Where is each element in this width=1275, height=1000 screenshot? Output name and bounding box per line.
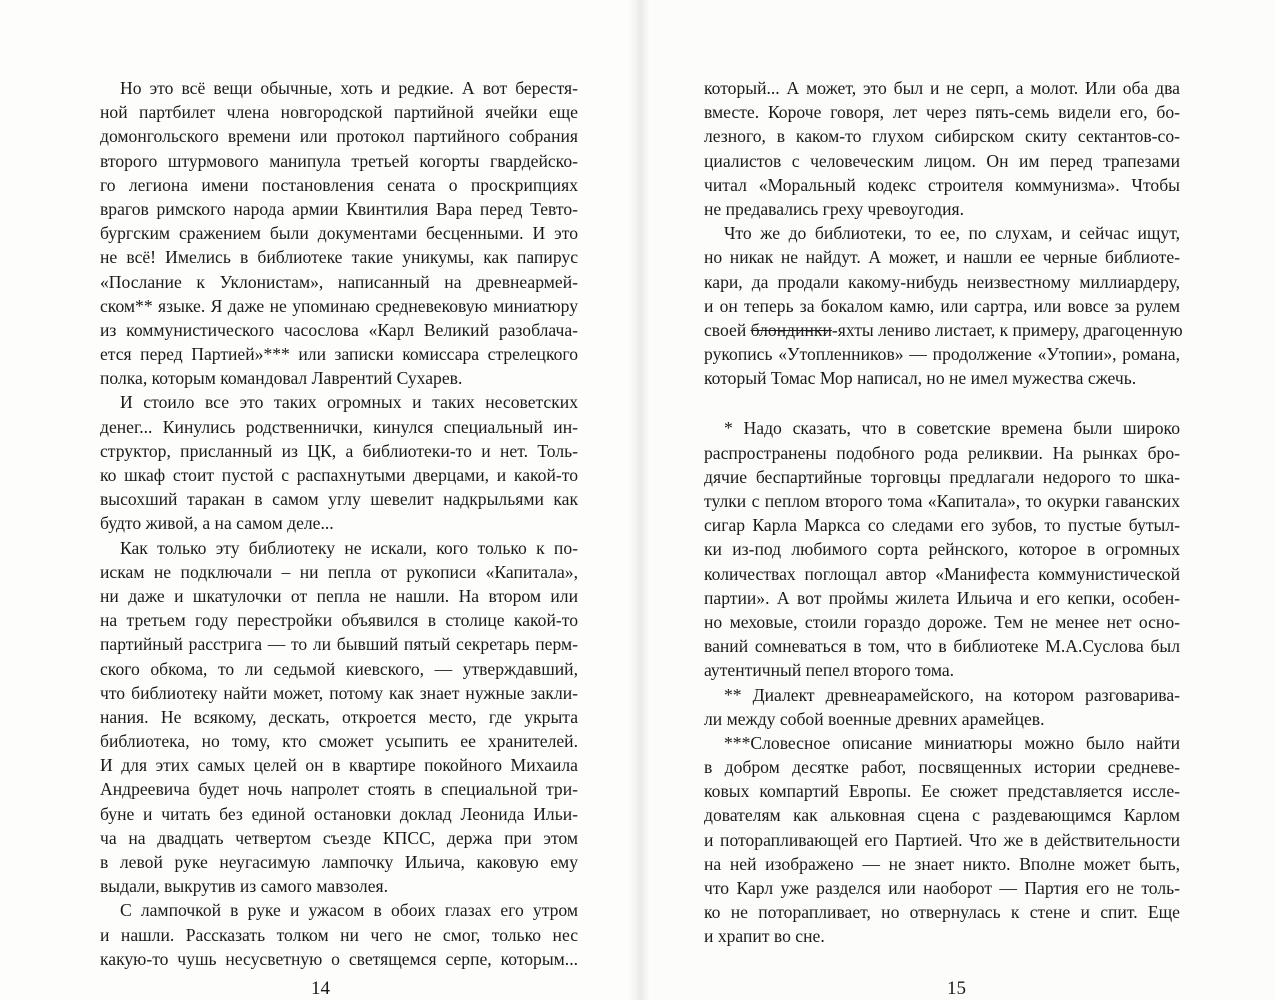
text-line: Как только эту библиотеку не искали, кого только к по- [120,537,578,558]
text-line: врагов римского народа армии Квинтилия Вара перед Тевто- [100,198,578,219]
text-line: С лампочкой в руке и ужасом в обоих глазах его утром [120,900,578,921]
text-line: домонгольского времени или протокол партийного собрания [100,126,578,147]
text-line: ча на двадцать четвертом съезде КПСС, держа при этом [100,827,578,848]
text-line: ни даже и шкатулочки от пепла не нашли. На втором или [100,585,578,606]
text-line: будто живой, а на самом деле... [100,513,334,534]
text-line: библиотека, но тому, кто сможет усыпить ее хранителей. [100,731,578,752]
text-line: который Томас Мор написал, но не имел мужества сжечь. [704,368,1137,389]
text-line: ском** языке. Я даже не упоминаю средневековую миниатюру [100,295,578,316]
text-segment: своей [704,319,751,340]
text-line: второго штурмового манипула третьей когорты гвардейско- [100,150,578,171]
footnote-line: ваний сомневаться в том, что в библиотеке М.А.Суслова был [704,636,1180,657]
footnote-line: дячие беспартийные торговцы предлагали недорого то шка- [704,466,1180,487]
footnote-line: аутентичный пепел второго тома. [704,660,955,681]
footnote-line: количествах поглощал автор «Манифеста коммунистической [704,563,1180,584]
footnote-line: и поторапливающей его Партией. Что же в действительности [704,829,1180,850]
right-page [637,0,1275,1000]
text-line: выдали, выкрутив из самого мавзолея. [100,876,389,897]
text-line: что библиотеку найти может, потому как знает нужные закли- [100,682,578,703]
footnote-separator [704,390,1180,416]
text-line: партийный расстрига — то ли бывший пятый секретарь перм- [100,634,578,655]
right-page-text [704,76,1183,949]
footnote-line: но меховые, стоили гораздо дороже. Тем не менее нет осно- [704,611,1180,632]
text-line: но никак не найдут. А может, и нашли ее черные библиоте- [704,247,1180,268]
text-line: нания. Не всякому, дескать, откроется место, где укрыта [100,706,578,727]
footnote-line: дователям как альковная сцена с раздевающимся Карлом [704,805,1180,826]
footnote-line: сигар Карла Маркса со следами его зубов, то пустые бутыл- [704,515,1180,536]
footnote-line: партии». А вот проймы жилета Ильича и его кепки, особен- [704,587,1180,608]
footnote-line: ***Словесное описание миниатюры можно было найти [724,732,1180,753]
text-line: и он теперь за бокалом камю, или сартра, или вовсе за рулем [704,295,1180,316]
text-line: кари, да продали какому-нибудь неизвестному миллиардеру, [704,271,1180,292]
text-line: го легиона имени постановления сената о проскрипциях [100,174,578,195]
footnote-line: ковых компартий Европы. Ее сюжет представляется иссле- [704,781,1180,802]
text-line: Но это всё вещи обычные, хоть и редкие. А вот берестя- [120,78,578,98]
text-line: какую-то чушь несусветную о светящемся серпе, которым... [100,948,578,969]
text-line: лезного, в каком-то глухом сибирском скиту сектантов-со- [704,126,1180,147]
text-line: читал «Моральный кодекс строителя коммунизма». Чтобы [704,174,1180,195]
text-line: буне и читать без единой остановки доклад Леонида Ильи- [100,803,578,824]
text-line: высохший таракан в самом углу шевелит надкрыльями как [100,489,578,510]
text-line: на третьем году перестройки объявился в столице какой-то [100,610,578,631]
text-line: искам не подключали – ни пепла от рукописи «Капитала», [100,561,578,582]
text-line: полка, которым командовал Лаврентий Сухарев. [100,368,463,389]
text-line: И стоило все это таких огромных и таких несоветских [120,392,578,413]
footnote-line: что Карл уже разделся или наоборот — Партия его не толь- [704,878,1180,898]
text-line: рукопись «Утопленников» — продолжение «Утопии», романа, [704,344,1180,365]
footnote-line: на ней изображено — не знает никто. Вполне может быть, [704,853,1180,874]
text-line: денег... Кинулись родственнички, кинулся специальный ин- [100,416,578,437]
page-number: 14 [311,978,330,999]
book-gutter [628,0,650,1000]
text-line: ко шкаф стоит пустой с распахнутыми дверцами, и какой-то [100,465,578,485]
text-line: из коммунистического часослова «Карл Великий разоблача- [100,319,578,340]
page-number: 15 [947,978,966,999]
text-line: не всё! Имелись в библиотеке такие уникумы, как папирус [100,247,578,268]
text-line: бургским сражением были документами бесценными. И это [100,223,578,244]
text-line: ной партбилет члена новгородской партийной ячейки еще [100,102,578,123]
text-line: который... А может, это был и не серп, а молот. Или оба два [704,78,1180,98]
text-line: структор, присланный из ЦК, а библиотеки-то и нет. Толь- [100,440,578,461]
text-line: вместе. Короче говоря, лет через пять-семь видели его, бо- [704,102,1180,123]
footnote-line: ли между собой военные древних арамейцев. [704,708,1045,729]
text-line: и нашли. Рассказать толком ни чего не смог, только нес [100,924,578,945]
text-line: «Послание к Уклонистам», написанный на древнеармей- [100,271,578,292]
text-line: Что же до библиотеки, то ее, по слухам, и сейчас ищут, [724,223,1180,244]
footnote-line: ки из-под любимого сорта рейнского, которое в огромных [704,539,1180,560]
footnote-line: и храпит во сне. [704,926,825,947]
text-line [704,318,1183,342]
footnote-line: ко не поторапливает, но отвернулась к стене и спит. Еще [704,902,1180,923]
text-line: Андреевича будет ночь напролет стоять в специальной три- [100,779,578,800]
struck-word: блондинки [750,319,832,340]
text-line: ского обкома, то ли седьмой киевского, — утверждавший, [100,658,578,679]
text-line: в левой руке неугасимую лампочку Ильича, каковую ему [100,852,578,872]
footnote-line: в добром десятке работ, посвященных истории средневе- [704,757,1180,778]
left-page [0,0,637,1000]
text-segment: -яхты лениво листает, к примеру, драгоценную [831,319,1183,340]
text-line: И для этих самых целей он в квартире покойного Михаила [100,755,578,776]
footnote-line: * Надо сказать, что в советские времена были широко [724,418,1180,439]
left-page-text [100,76,578,971]
footnote-line: распространены подобного рода реликвии. На рынках бро- [704,442,1180,463]
footnote-line: тулки с пеплом второго тома «Капитала», то окурки гаванских [704,491,1180,511]
text-line: ется перед Партией»*** или записки комиссара стрелецкого [100,344,578,365]
text-line: не предавались греху чревоугодия. [704,198,965,219]
footnote-line: ** Диалект древнеарамейского, на котором разговарива- [724,684,1180,705]
text-line: циалистов с человеческим лицом. Он им перед трапезами [704,150,1180,171]
